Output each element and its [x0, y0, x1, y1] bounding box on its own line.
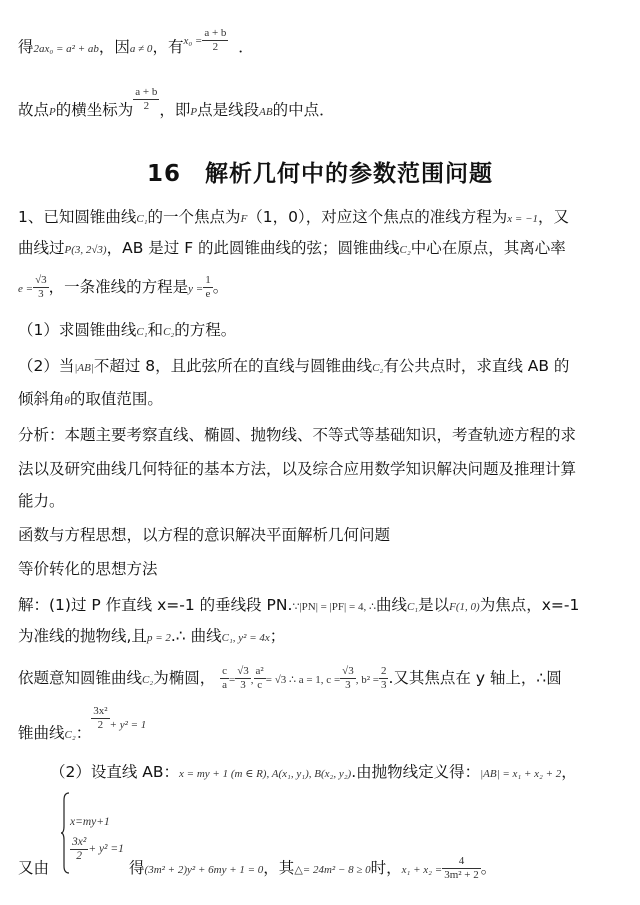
solution-line-6: 又由 得(3m² + 2)y² + 6my + 1 = 0，其△= 24m² − 8 ≥ 0时，x₁ + x₂ = $\frac{4}{\text{3m² + 2}}$ 。: [18, 855, 497, 881]
system-eq-2: $\frac{\text{3x²}}{2}$ + y² =1: [72, 836, 124, 862]
idea-line-2: 等价转化的思想方法: [18, 560, 158, 578]
problem-line-2: 曲线过P(3, 2√3)，AB 是过 F 的此圆锥曲线的弦；圆锥曲线C₂中心在原点，其离心率: [18, 239, 566, 257]
question-2-line-1: （2）当|AB|不超过 8，且此弦所在的直线与圆锥曲线C₂有公共点时，求直线 AB 的: [18, 357, 570, 375]
analysis-line-2: 法以及研究曲线几何特征的基本方法，以及综合应用数学知识解决问题及推理计算: [18, 460, 577, 478]
prev-line-1: 得2ax₀ = a² + ab，因a ≠ 0，有$^{x_0 =}$ $\frac{a + b}{2}$ ．: [18, 27, 254, 56]
idea-line-1: 函数与方程思想，以方程的意识解决平面解析几何问题: [18, 526, 391, 544]
problem-line-1: 1、已知圆锥曲线C₁的一个焦点为F（1，0），对应这个焦点的准线方程为x = −1，又: [18, 208, 570, 226]
question-2-line-2: 倾斜角θ的取值范围。: [18, 390, 163, 408]
question-1: （1）求圆锥曲线C₁和C₂的方程。: [18, 321, 237, 339]
section-title: 16 解析几何中的参数范围问题: [146, 161, 493, 187]
analysis-line-1: 分析：本题主要考察直线、椭圆、抛物线、不等式等基础知识，考查轨迹方程的求: [18, 426, 577, 444]
analysis-line-3: 能力。: [18, 492, 65, 510]
solution-line-2: 为准线的抛物线,且p = 2.∴ 曲线C₁, y² = 4x；: [18, 627, 286, 645]
solution-line-1: 解：(1)过 P 作直线 x=-1 的垂线段 PN.∵|PN| = |PF| = 4, ∴曲线C₁是以F(1, 0)为焦点，x=-1: [18, 596, 580, 614]
prev-line-2: 故点P的横坐标为 $\frac{a + b}{2}$ ，即P点是线段AB的中点．: [18, 86, 335, 119]
solution-line-3: 依题意知圆锥曲线C₂为椭圆， $\frac{c}{a}$ = $\frac{√3}{3}$ , $\frac{\text{a²}}{c}$ = √3 ∴ a = 1, c = $\frac{√3}{3}$ , b² = $\frac{2}{3}$ .又其焦点在 y 轴上，∴圆: [18, 665, 562, 691]
system-eq-1: x=my+1: [70, 816, 110, 828]
solution-line-5: （2）设直线 AB：x = my + 1 (m ∈ R), A(x₁, y₁), B(x₂, y₂).由抛物线定义得：|AB| = x₁ + x₂ + 2，: [50, 763, 577, 781]
solution-line-4: 锥曲线C₂： $\frac{\text{3x²}}{2}$ $^{+ y^2 = 1}$: [18, 705, 147, 742]
problem-line-3: e = $\frac{√3}{3}$ ，一条准线的方程是y = $\frac{1}{e}$ 。: [18, 274, 229, 300]
